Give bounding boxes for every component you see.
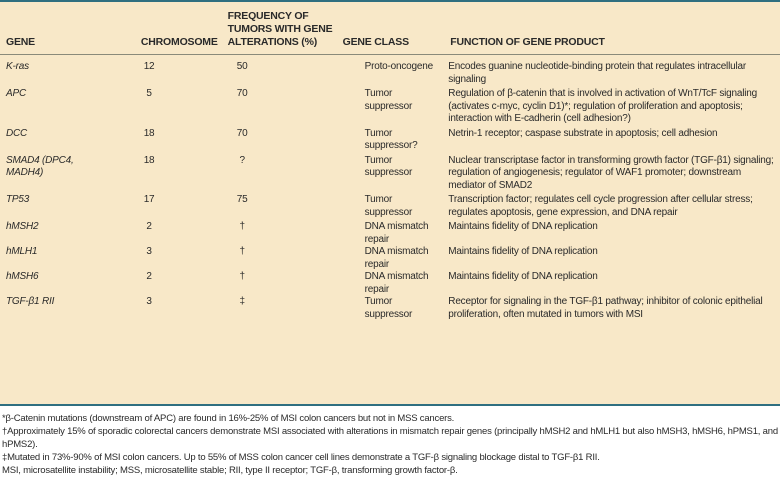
cell-chromosome: 2 [146, 221, 152, 232]
table-row [0, 271, 780, 296]
cell-gene: DCC [6, 127, 28, 139]
cell-gene: K-ras [6, 61, 29, 72]
cell-chromosome: 3 [146, 296, 152, 307]
footnote-star: *β-Catenin mutations (downstream of APC) are found in 16%-25% of MSI colon cancers but not in MSS cancers. [2, 413, 455, 424]
cell-frequency: 50 [236, 61, 248, 72]
cell-function: Nuclear transcriptase factor in transforming growth factor (TGF-β1) signaling; regulation of angiogenesis; regulator of WAF1 promoter; downstream mediator of SMAD2 [448, 154, 774, 191]
footnote-abbreviations: MSI, microsatellite instability; MSS, microsatellite stable; RII, type II receptor; TGF-β, transforming growth factor-β. [2, 465, 458, 476]
header-row [0, 2, 780, 55]
cell-chromosome: 17 [143, 194, 155, 205]
table-row [0, 88, 780, 128]
cell-frequency: 75 [236, 194, 248, 205]
cell-gene: APC [6, 88, 26, 99]
cell-frequency: † [239, 271, 245, 282]
cell-chromosome: 2 [146, 271, 152, 282]
table-row [0, 221, 780, 246]
cell-frequency: † [239, 246, 245, 257]
header-chromosome: CHROMOSOME [110, 2, 221, 55]
table-row [0, 55, 780, 89]
cell-gene: TGF-β1 RII [6, 296, 55, 307]
header-gene-class: GENE CLASS [337, 2, 445, 55]
cell-gene-class: Tumor suppressor? [364, 127, 418, 151]
cell-gene-class: DNA mismatch repair [364, 246, 429, 270]
table-row [0, 155, 780, 195]
cell-frequency: ? [239, 154, 245, 166]
cell-gene-class: Tumor suppressor [364, 154, 413, 178]
cell-chromosome: 12 [143, 61, 155, 72]
header-gene: GENE [0, 2, 110, 55]
header-frequency: FREQUENCY OF TUMORS WITH GENE ALTERATIONS (%) [222, 2, 337, 55]
cell-gene: hMLH1 [6, 246, 38, 257]
footnotes [2, 412, 778, 477]
cell-gene-class: DNA mismatch repair [364, 271, 429, 295]
cell-frequency: 70 [236, 88, 248, 99]
cell-chromosome: 3 [146, 246, 152, 257]
footnote-double-dagger: ‡Mutated in 73%-90% of MSI colon cancers. Up to 55% of MSS colon cancer cell lines demonstrate a TGF-β signaling blockage distal to TGF-β1 RII. [2, 452, 600, 463]
cell-frequency: † [239, 221, 245, 232]
cell-chromosome: 5 [146, 88, 152, 99]
table-row [0, 194, 780, 221]
cell-function: Receptor for signaling in the TGF-β1 pathway; inhibitor of colonic epithelial proliferation, often mutated in tumors with MSI [448, 296, 763, 320]
gene-table [0, 2, 780, 323]
cell-gene-class: Proto-oncogene [364, 61, 433, 72]
cell-function: Transcription factor; regulates cell cycle progression after cellular stress; regulates apoptosis, gene expression, and DNA repair [448, 194, 753, 218]
table-row [0, 246, 780, 271]
cell-frequency: 70 [236, 127, 248, 139]
cell-function: Encodes guanine nucleotide-binding protein that regulates intracellular signaling [448, 61, 746, 85]
table-row [0, 128, 780, 155]
cell-gene-class: Tumor suppressor [364, 194, 413, 218]
cell-gene: hMSH2 [6, 221, 39, 232]
cell-gene-class: Tumor suppressor [364, 88, 413, 112]
cell-chromosome: 18 [143, 127, 155, 139]
cell-function: Maintains fidelity of DNA replication [448, 221, 598, 232]
cell-chromosome: 18 [143, 154, 155, 166]
table-body [0, 55, 780, 324]
cell-gene: hMSH6 [6, 271, 39, 282]
cell-gene-class: Tumor suppressor [364, 296, 413, 320]
cell-function: Regulation of β-catenin that is involved in activation of WnT/TcF signaling (activates c-myc, cyclin D1)*; regulation of proliferation and apoptosis; interaction with E-cadherin (cell adhesion?) [448, 88, 757, 124]
cell-gene: SMAD4 (DPC4, MADH4) [6, 154, 74, 178]
cell-function: Netrin-1 receptor; caspase substrate in apoptosis; cell adhesion [448, 127, 718, 139]
cell-function: Maintains fidelity of DNA replication [448, 246, 598, 257]
cell-gene-class: DNA mismatch repair [364, 221, 429, 245]
cell-gene: TP53 [6, 194, 30, 205]
cell-function: Maintains fidelity of DNA replication [448, 271, 598, 282]
footnote-dagger: †Approximately 15% of sporadic colorectal cancers demonstrate MSI associated with alterations in mismatch repair genes (principally hMSH2 and hMLH1 but also hMSH3, hMSH6, hPMS1, and hPMS2). [2, 426, 778, 450]
table-row [0, 296, 780, 323]
header-function: FUNCTION OF GENE PRODUCT [444, 2, 780, 55]
cell-frequency: ‡ [239, 296, 245, 307]
